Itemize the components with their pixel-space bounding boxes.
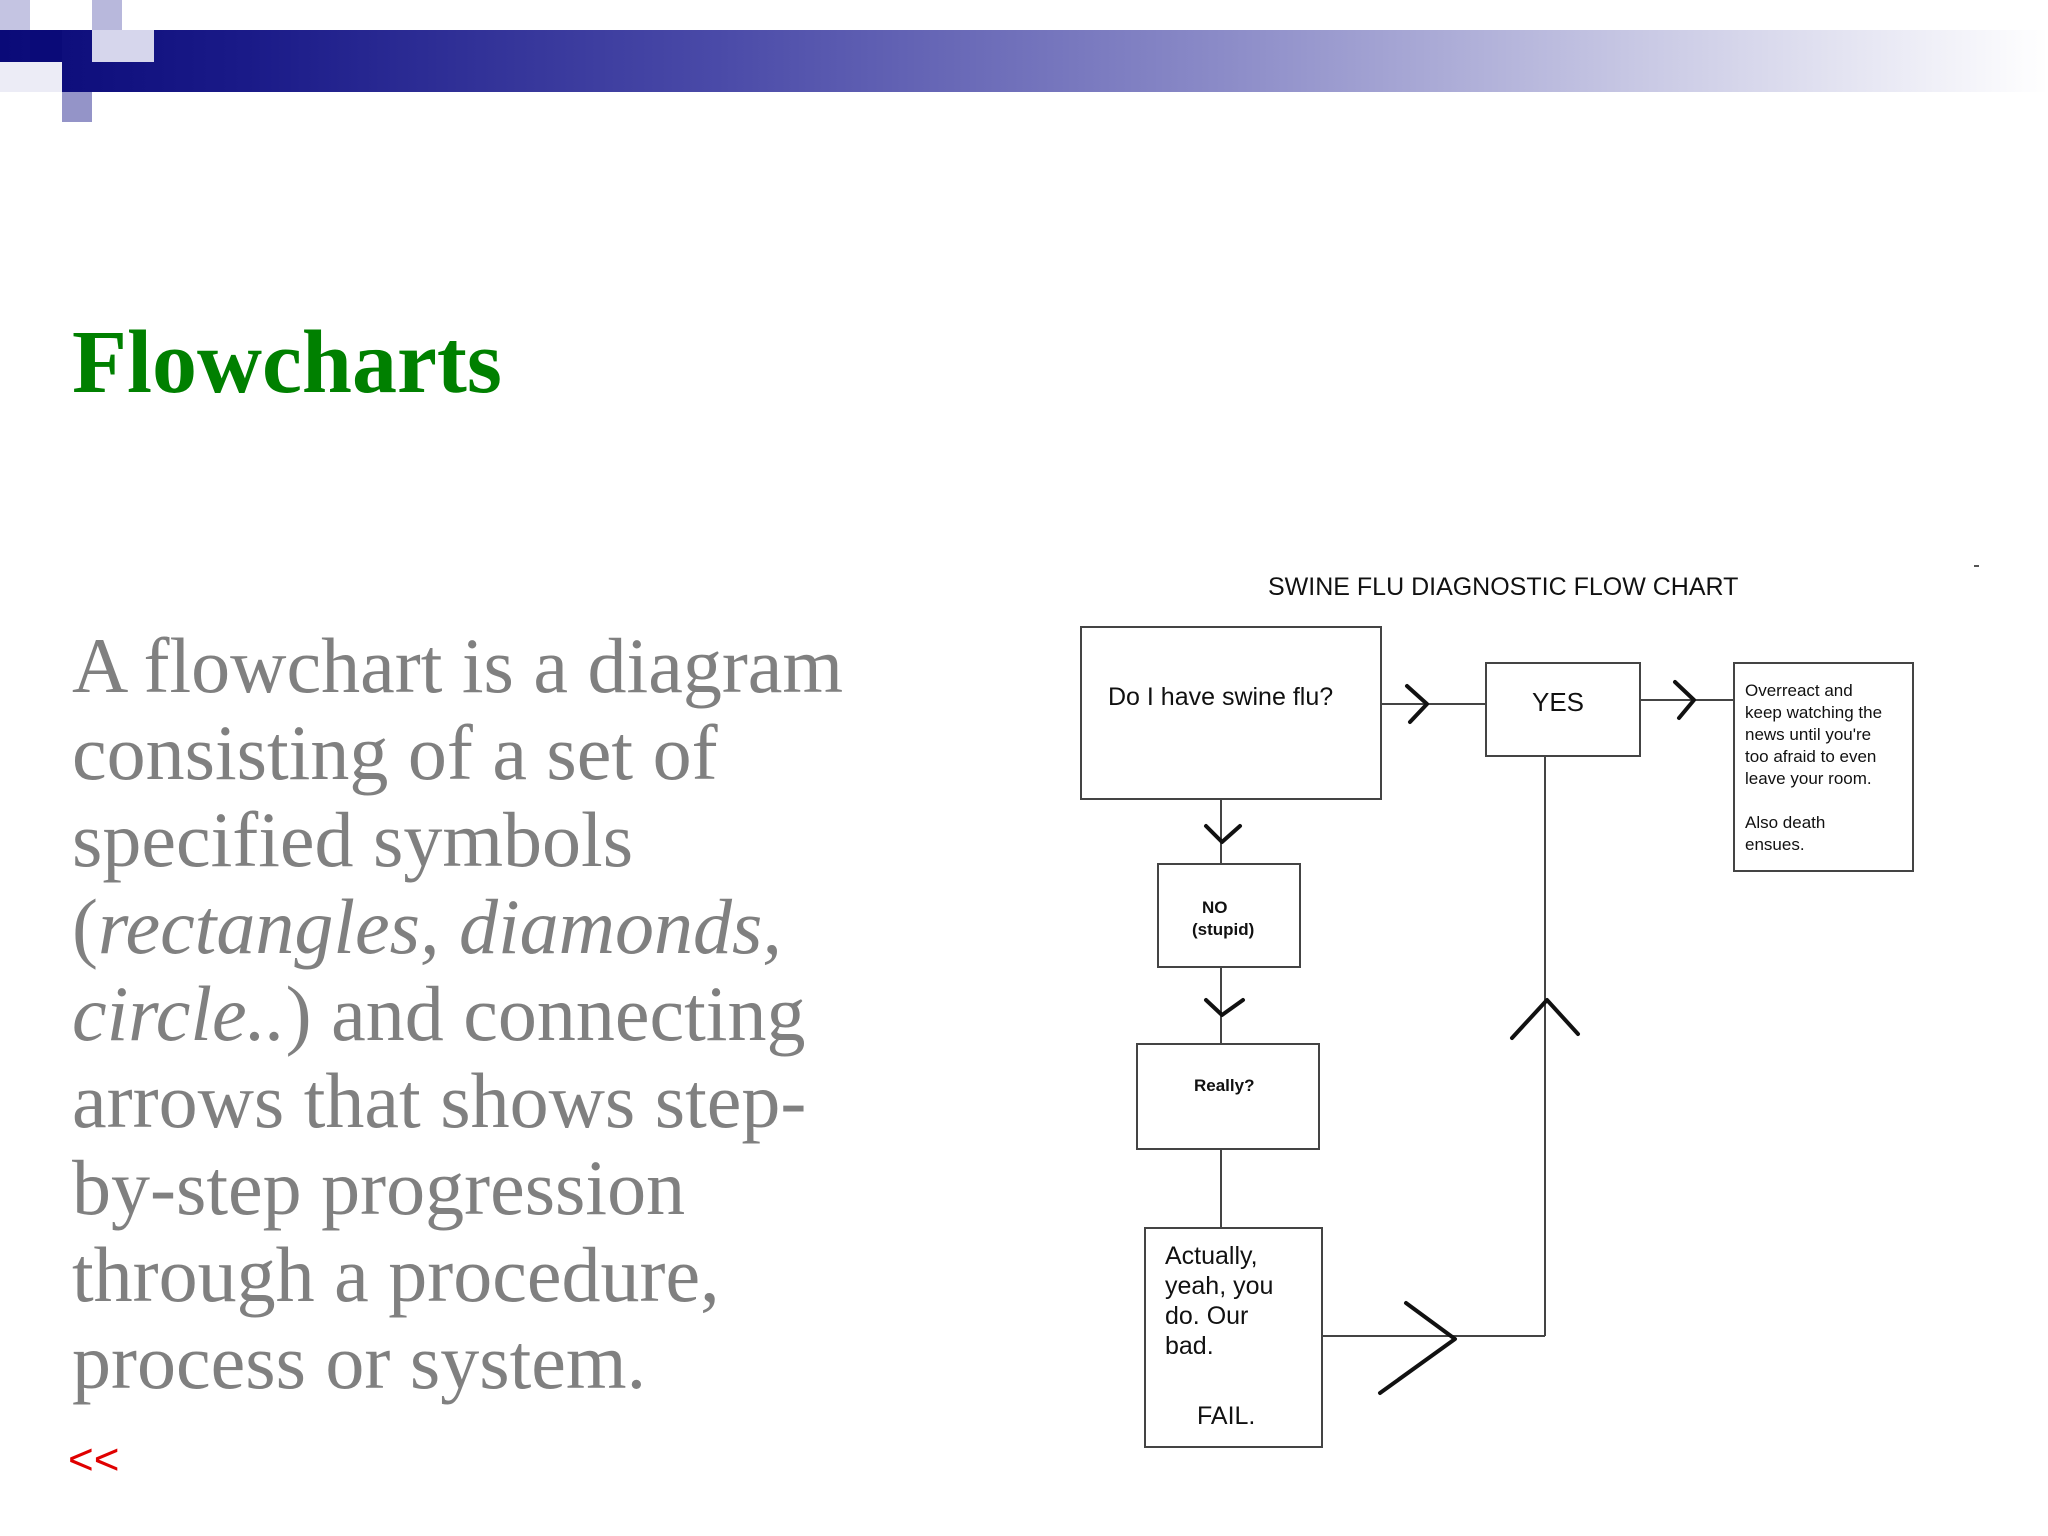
body-italic-shapes: rectangles, diamonds, bbox=[97, 883, 782, 970]
slide-title: Flowcharts bbox=[72, 313, 502, 412]
arrow-no-to-really bbox=[1206, 1000, 1243, 1015]
body-paren-open: ( bbox=[72, 883, 98, 970]
overreact-line-5: leave your room. bbox=[1745, 769, 1872, 788]
back-link[interactable]: << bbox=[68, 1435, 120, 1484]
actually-line-4: bad. bbox=[1165, 1332, 1214, 1360]
body-line-1: A flowchart is a diagram bbox=[72, 622, 844, 709]
body-italic-circle: circle.. bbox=[72, 970, 286, 1057]
flowchart-title: SWINE FLU DIAGNOSTIC FLOW CHART bbox=[1268, 573, 1739, 601]
fail-text: FAIL. bbox=[1197, 1402, 1256, 1430]
body-line-2: consisting of a set of bbox=[72, 709, 718, 796]
overreact-line-2: keep watching the bbox=[1745, 703, 1883, 722]
overreact-line-1: Overreact and bbox=[1745, 681, 1853, 700]
question-text: Do I have swine flu? bbox=[1108, 683, 1334, 711]
yes-text: YES bbox=[1532, 687, 1585, 717]
actually-line-1: Actually, bbox=[1165, 1242, 1258, 1270]
no-box bbox=[1158, 864, 1300, 967]
arrow-question-to-no bbox=[1206, 826, 1240, 842]
body-connecting: ) and connecting bbox=[285, 970, 806, 1057]
question-box bbox=[1081, 627, 1381, 799]
overreact-line-3: news until you're bbox=[1745, 725, 1872, 744]
overreact-line-6: Also death bbox=[1745, 813, 1826, 832]
body-line-9: process or system. bbox=[72, 1318, 647, 1405]
actually-line-2: yeah, you bbox=[1165, 1272, 1274, 1300]
body-line-3: specified symbols bbox=[72, 796, 634, 883]
body-line-7: by-step progression bbox=[72, 1144, 686, 1231]
small-dash-mark bbox=[1974, 565, 1979, 567]
arrow-actually-to-right bbox=[1380, 1303, 1455, 1393]
overreact-line-7: ensues. bbox=[1745, 835, 1805, 854]
no-text: NO bbox=[1202, 898, 1228, 917]
really-text: Really? bbox=[1194, 1076, 1255, 1095]
body-line-8: through a procedure, bbox=[72, 1231, 720, 1318]
really-box bbox=[1137, 1044, 1319, 1149]
no-stupid-text: (stupid) bbox=[1192, 920, 1255, 939]
actually-line-3: do. Our bbox=[1165, 1302, 1249, 1330]
body-line-6: arrows that shows step- bbox=[72, 1057, 807, 1144]
overreact-line-4: too afraid to even bbox=[1745, 747, 1877, 766]
